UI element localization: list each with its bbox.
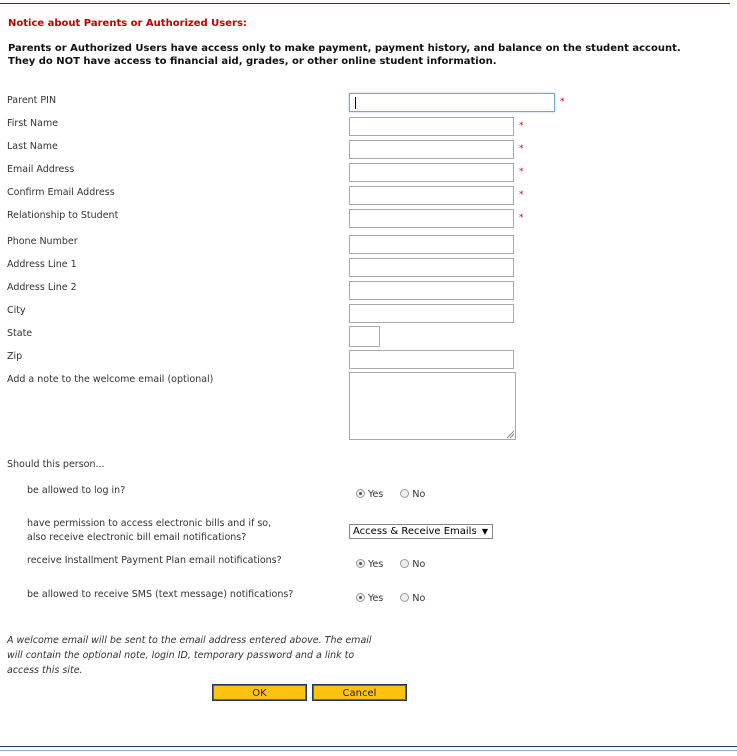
- text-caret: [355, 97, 356, 109]
- notice-line-2: They do NOT have access to financial aid, grades, or other online student information.: [8, 56, 497, 67]
- required-mark: *: [519, 213, 524, 223]
- ebills-question-line-1: have permission to access electronic bills and if so,: [27, 518, 272, 529]
- login-question: be allowed to log in?: [27, 485, 126, 496]
- ok-button[interactable]: OK: [212, 684, 307, 701]
- login-no-radio[interactable]: [400, 489, 409, 498]
- zip-label: Zip: [7, 351, 23, 362]
- welcome-email-note: [7, 633, 417, 678]
- sms-no-label[interactable]: No: [412, 593, 426, 604]
- last-name-label: Last Name: [7, 141, 58, 152]
- first-name-input[interactable]: [349, 117, 514, 136]
- installment-yes-radio[interactable]: [356, 559, 365, 568]
- ebills-select-value: Access & Receive Emails: [353, 526, 477, 537]
- welcome-note-line-2: will contain the optional note, login ID, temporary password and a link to: [7, 650, 355, 661]
- welcome-note-line-3: access this site.: [7, 665, 83, 676]
- sms-no-radio[interactable]: [400, 593, 409, 602]
- note-textarea[interactable]: [349, 372, 516, 440]
- notice-line-1: Parents or Authorized Users have access only to make payment, payment history, and balance on the student account.: [8, 43, 681, 54]
- installment-question: receive Installment Payment Plan email notifications?: [27, 555, 282, 566]
- login-radio-group: [356, 489, 439, 500]
- address2-label: Address Line 2: [7, 282, 77, 293]
- ebills-question: [27, 517, 271, 545]
- installment-no-radio[interactable]: [400, 559, 409, 568]
- login-no-label[interactable]: No: [412, 489, 426, 500]
- relationship-input[interactable]: [349, 209, 514, 228]
- city-input[interactable]: [349, 304, 514, 323]
- phone-input[interactable]: [349, 235, 514, 254]
- city-label: City: [7, 305, 26, 316]
- required-mark: *: [519, 121, 524, 131]
- installment-no-label[interactable]: No: [412, 559, 426, 570]
- permissions-heading: Should this person...: [7, 459, 105, 470]
- parent-pin-label: Parent PIN: [7, 95, 57, 106]
- bottom-rule-2: [0, 750, 737, 751]
- parent-pin-input[interactable]: [349, 93, 555, 112]
- welcome-note-line-1: A welcome email will be sent to the email address entered above. The email: [7, 635, 372, 646]
- address1-input[interactable]: [349, 258, 514, 277]
- sms-question: be allowed to receive SMS (text message) notifications?: [27, 589, 294, 600]
- address2-input[interactable]: [349, 281, 514, 300]
- login-yes-radio[interactable]: [356, 489, 365, 498]
- sms-yes-label[interactable]: Yes: [368, 593, 384, 604]
- required-mark: *: [519, 167, 524, 177]
- confirm-email-input[interactable]: [349, 186, 514, 205]
- state-input[interactable]: [349, 326, 380, 347]
- installment-yes-label[interactable]: Yes: [368, 559, 384, 570]
- resize-handle-icon[interactable]: [507, 431, 514, 438]
- state-label: State: [7, 328, 33, 339]
- notice-body: [8, 42, 728, 68]
- sms-radio-group: [356, 593, 439, 604]
- required-mark: *: [519, 190, 524, 200]
- last-name-input[interactable]: [349, 140, 514, 159]
- ebills-question-line-2: also receive electronic bill email notifications?: [27, 532, 247, 543]
- first-name-label: First Name: [7, 118, 59, 129]
- required-mark: *: [519, 144, 524, 154]
- ebills-select[interactable]: [349, 524, 493, 539]
- note-label: Add a note to the welcome email (optional): [7, 374, 214, 385]
- sms-yes-radio[interactable]: [356, 593, 365, 602]
- relationship-label: Relationship to Student: [7, 210, 119, 221]
- email-label: Email Address: [7, 164, 75, 175]
- bottom-rule: [0, 746, 737, 747]
- required-mark: *: [560, 97, 565, 107]
- cancel-button[interactable]: Cancel: [312, 684, 407, 701]
- zip-input[interactable]: [349, 350, 514, 369]
- installment-radio-group: [356, 559, 439, 570]
- notice-title: Notice about Parents or Authorized Users:: [8, 18, 247, 29]
- dropdown-arrow-icon: ▼: [481, 527, 488, 536]
- email-input[interactable]: [349, 163, 514, 182]
- top-rule: [0, 3, 730, 4]
- address1-label: Address Line 1: [7, 259, 77, 270]
- confirm-email-label: Confirm Email Address: [7, 187, 115, 198]
- login-yes-label[interactable]: Yes: [368, 489, 384, 500]
- phone-label: Phone Number: [7, 236, 78, 247]
